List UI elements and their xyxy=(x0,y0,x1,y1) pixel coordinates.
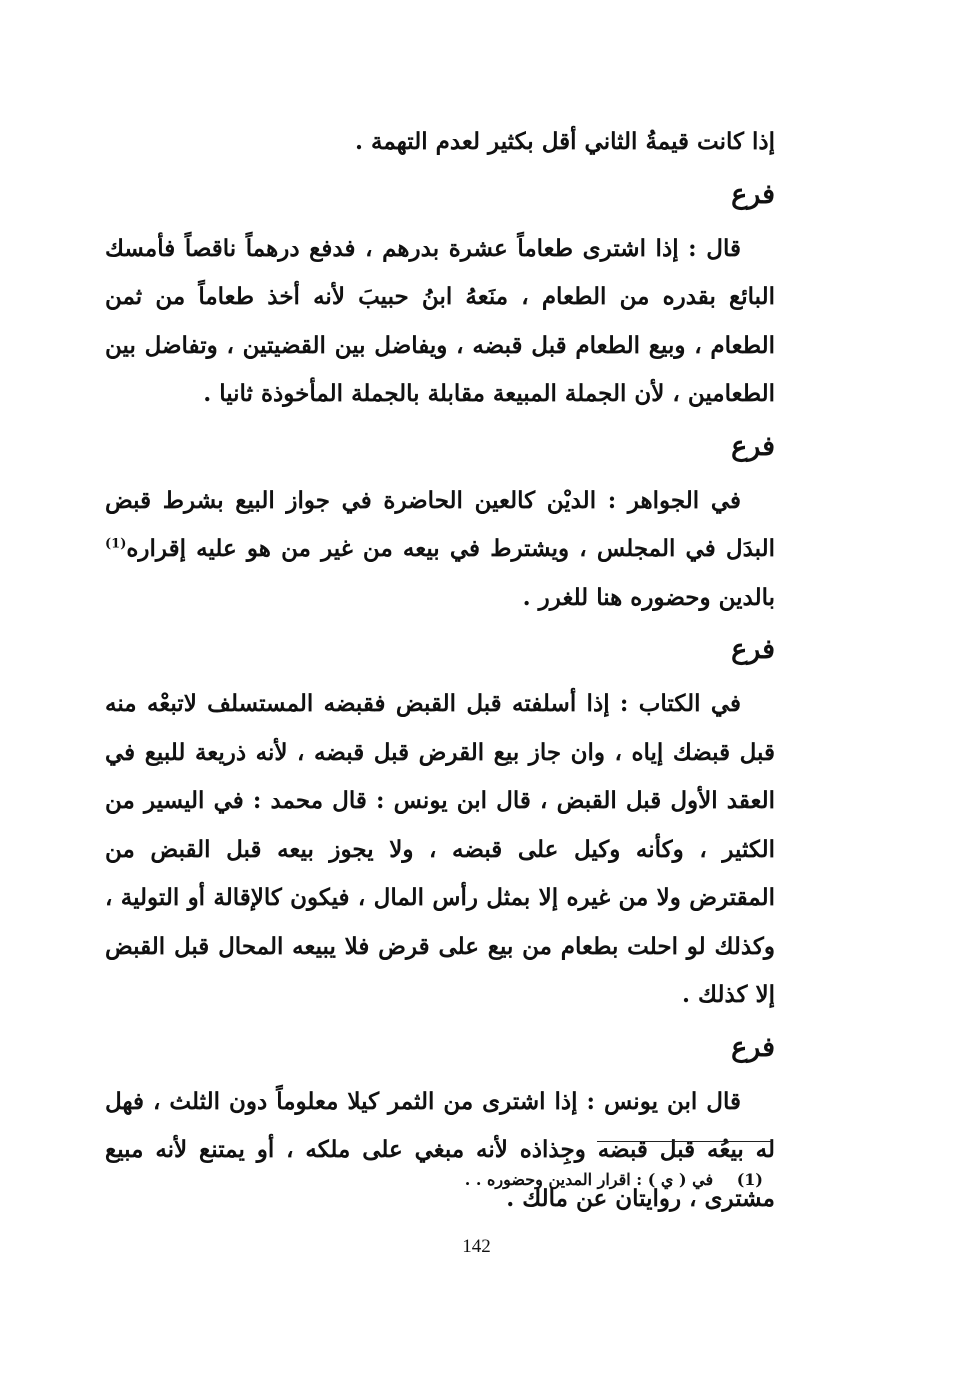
paragraph-text: : الديْن كالعين الحاضرة في جواز البيع بشرط قبض البدَل في المجلس ، ويشترط في بيعه من غير من هو عليه إقراره xyxy=(105,486,775,562)
paragraph xyxy=(105,477,775,623)
paragraph-intro: إذا كانت قيمةُ الثاني أقل بكثير لعدم التهمة . xyxy=(355,128,775,155)
paragraph: في الكتاب : إذا أسلفته قبل القبض فقبضه المستسلف لاتبعْه منه قبل قبضك إياه ، وان جاز بيع القرض قبل قبضه ، لأنه ذريعة للبيع في العقد الأول قبل القبض ، قال ابن يونس : قال محمد : في اليسير من الكثير ، وكأنه وكيل على قبضه ، ولا يجوز بيعه قبل القبض من المقترض ولا من غيره إلا بمثل رأس المال ، فيكون كالإقالة أو التولية ، وكذلك لو احلت بطعام من بيع على قرض فلا يبيعه المحال قبل القبض إلا كذلك . xyxy=(105,690,775,1008)
footnote-divider xyxy=(597,1141,772,1142)
section-heading: فرع xyxy=(731,430,775,462)
footnote-ref: (1) xyxy=(105,536,127,552)
page-body xyxy=(105,118,775,1223)
paragraph-lead: في xyxy=(710,486,741,514)
paragraph: قال : إذا اشترى طعاماً عشرة بدرهم ، فدفع درهماً ناقصاً فأمسك البائع بقدره من الطعام ، منَعهُ ابنُ حبيبَ لأنه أخذ طعاماً من ثمن الطعام ، وبيع الطعام قبل قبضه ، ويفاضل بين القضيتين ، وتفاضل بين الطعامين ، لأن الجملة المبيعة مقابلة بالجملة المأخوذة ثانيا . xyxy=(105,234,775,407)
paragraph-text: بالدين وحضوره هنا للغرر . xyxy=(522,583,775,611)
paragraph: قال ابن يونس : إذا اشترى من الثمر كيلا معلوماً دون الثلث ، فهل له بيعُه قبل قبضه وجِذاذه لأنه مبغي على ملكه ، أو يمتنع لأنه مبيع مشترى ، روايتان عن مالك . xyxy=(105,1087,775,1212)
section-heading: فرع xyxy=(731,634,775,665)
footnote xyxy=(465,1170,763,1189)
source-name: الجواهر xyxy=(627,486,700,514)
page-number: 142 xyxy=(462,1236,491,1257)
section-heading: فرع xyxy=(731,178,775,210)
section-heading: فرع xyxy=(731,1031,775,1063)
footnote-number: (1) xyxy=(736,1170,763,1189)
footnote-text: في ( ي ) : اقرار المدين وحضوره . . xyxy=(464,1170,714,1189)
